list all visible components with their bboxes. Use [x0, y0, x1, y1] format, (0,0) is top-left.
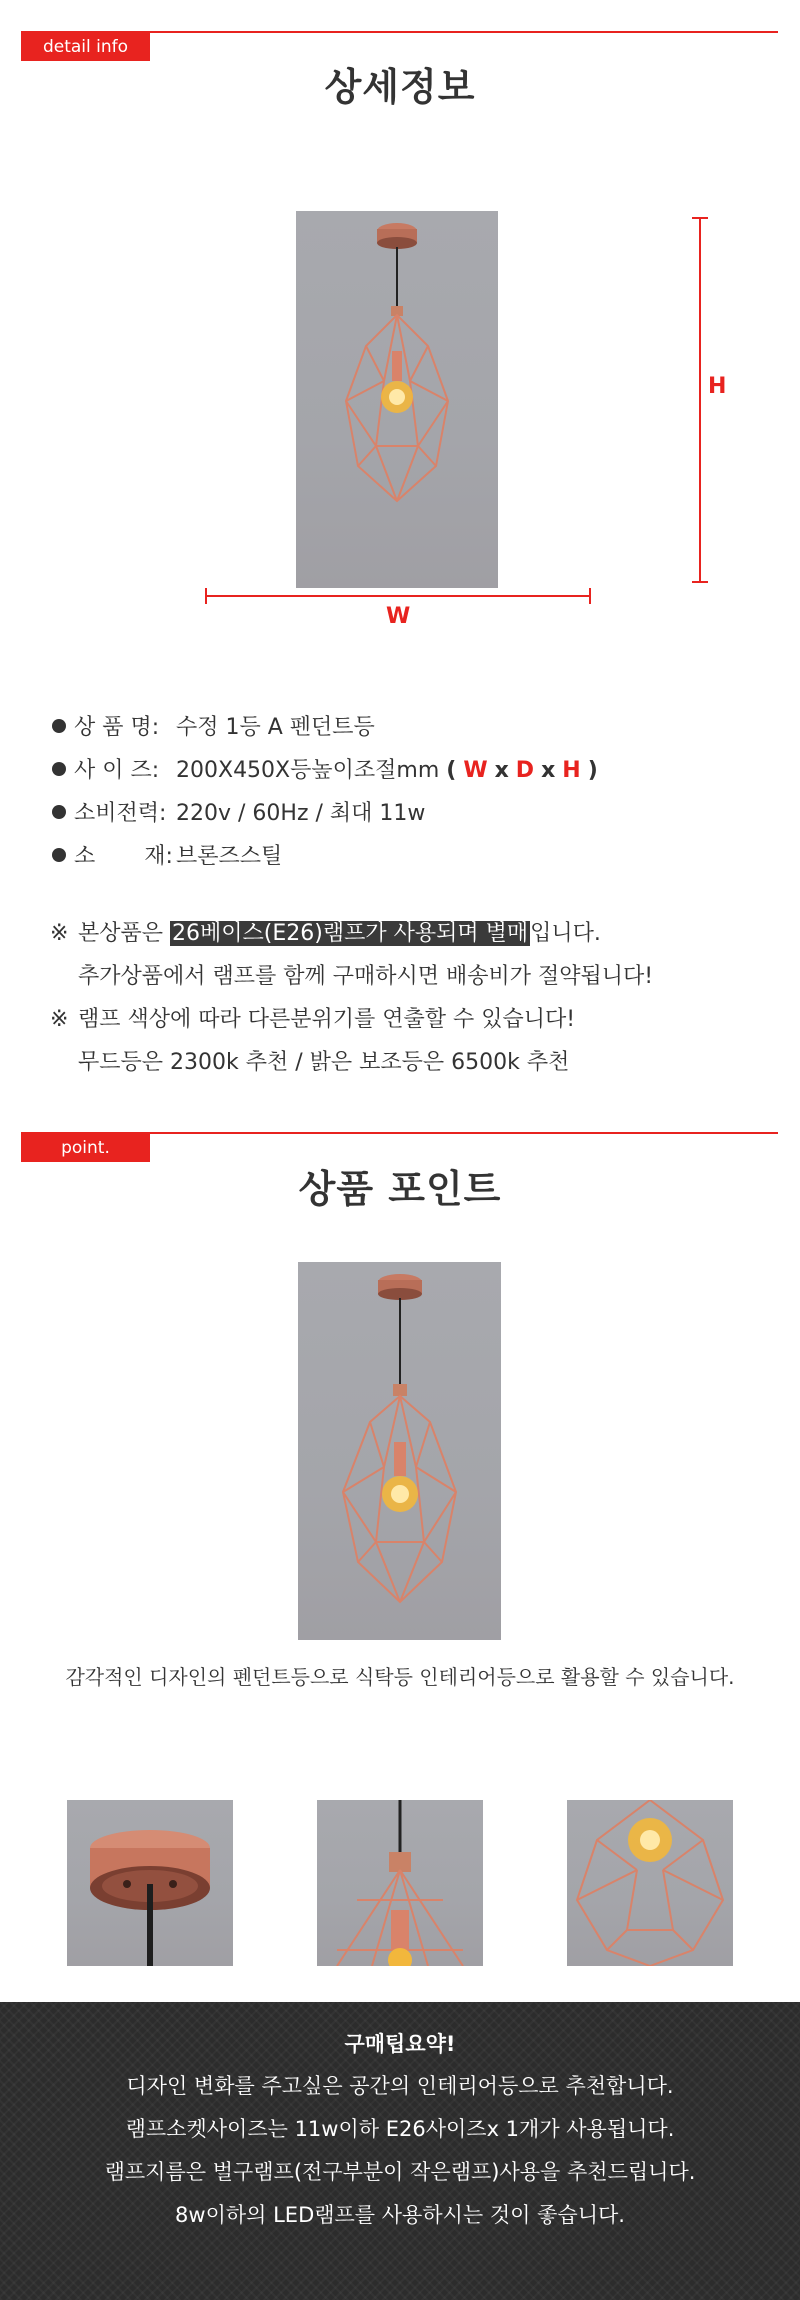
tips-line: 램프지름은 벌구램프(전구부분이 작은램프)사용을 추천드립니다.: [104, 2160, 696, 2184]
product-photo-point: [298, 1262, 501, 1640]
reference-mark: ※: [50, 1007, 69, 1032]
spec-label: 소비전력:: [74, 801, 167, 826]
note-text: 본상품은: [78, 921, 171, 946]
spec-value: 200X450X등높이조절mm: [176, 758, 440, 783]
dims-w: W: [463, 758, 488, 783]
note-line: [50, 955, 770, 998]
dims-x: x: [494, 758, 509, 783]
bullet-icon: [52, 762, 66, 776]
note-line: [50, 912, 770, 955]
spec-row-size: [52, 749, 752, 792]
dims-h: H: [562, 758, 581, 783]
tips-line: 디자인 변화를 주고싶은 공간의 인테리어등으로 추천합니다.: [126, 2074, 674, 2098]
spec-list: [52, 706, 752, 878]
spec-row-name: [52, 706, 752, 749]
note-text: 무드등은 2300k 추천 / 밝은 보조등은 6500k 추천: [78, 1050, 570, 1075]
bullet-icon: [52, 805, 66, 819]
note-line: [50, 1041, 770, 1084]
tips-title: 구매팁요약!: [344, 2032, 456, 2056]
spec-label: 소 재:: [74, 844, 173, 869]
section-title: 상품 포인트: [298, 1167, 502, 1211]
spec-value: 브론즈스틸: [176, 844, 283, 869]
width-label: W: [386, 604, 411, 629]
point-caption: 감각적인 디자인의 펜던트등으로 식탁등 인테리어등으로 활용할 수 있습니다.: [65, 1665, 735, 1689]
section-tag: point.: [21, 1134, 150, 1162]
tips-line: 8w이하의 LED램프를 사용하시는 것이 좋습니다.: [175, 2203, 625, 2227]
thumbnail-cage: [567, 1800, 733, 1966]
dims-close: ): [587, 758, 598, 783]
bullet-icon: [52, 719, 66, 733]
bullet-icon: [52, 848, 66, 862]
purchase-tips: [0, 2002, 800, 2300]
note-text: 추가상품에서 램프를 함께 구매하시면 배송비가 절약됩니다!: [78, 964, 654, 989]
height-label: H: [708, 374, 727, 399]
tips-line: 램프소켓사이즈는 11w이하 E26사이즈x 1개가 사용됩니다.: [125, 2117, 675, 2141]
section-tag: detail info: [21, 33, 150, 61]
thumbnail-socket: [317, 1800, 483, 1966]
note-line: [50, 998, 770, 1041]
dims-open: (: [446, 758, 457, 783]
note-highlight: 26베이스(E26)램프가 사용되며 별매: [172, 921, 529, 946]
spec-label: 사 이 즈:: [74, 758, 160, 783]
notes: [50, 912, 770, 1084]
dims-d: D: [515, 758, 535, 783]
spec-value: 수정 1등 A 펜던트등: [176, 715, 375, 740]
spec-row-power: [52, 792, 752, 835]
reference-mark: ※: [50, 921, 69, 946]
section-title: 상세정보: [324, 65, 476, 109]
spec-row-material: [52, 835, 752, 878]
spec-label: 상 품 명:: [74, 715, 160, 740]
dims-x: x: [541, 758, 556, 783]
spec-value: 220v / 60Hz / 최대 11w: [176, 801, 426, 826]
note-text: 램프 색상에 따라 다른분위기를 연출할 수 있습니다!: [78, 1007, 576, 1032]
note-text: 입니다.: [530, 921, 601, 946]
dimension-lines: [0, 0, 800, 660]
thumbnail-canopy: [67, 1800, 233, 1966]
